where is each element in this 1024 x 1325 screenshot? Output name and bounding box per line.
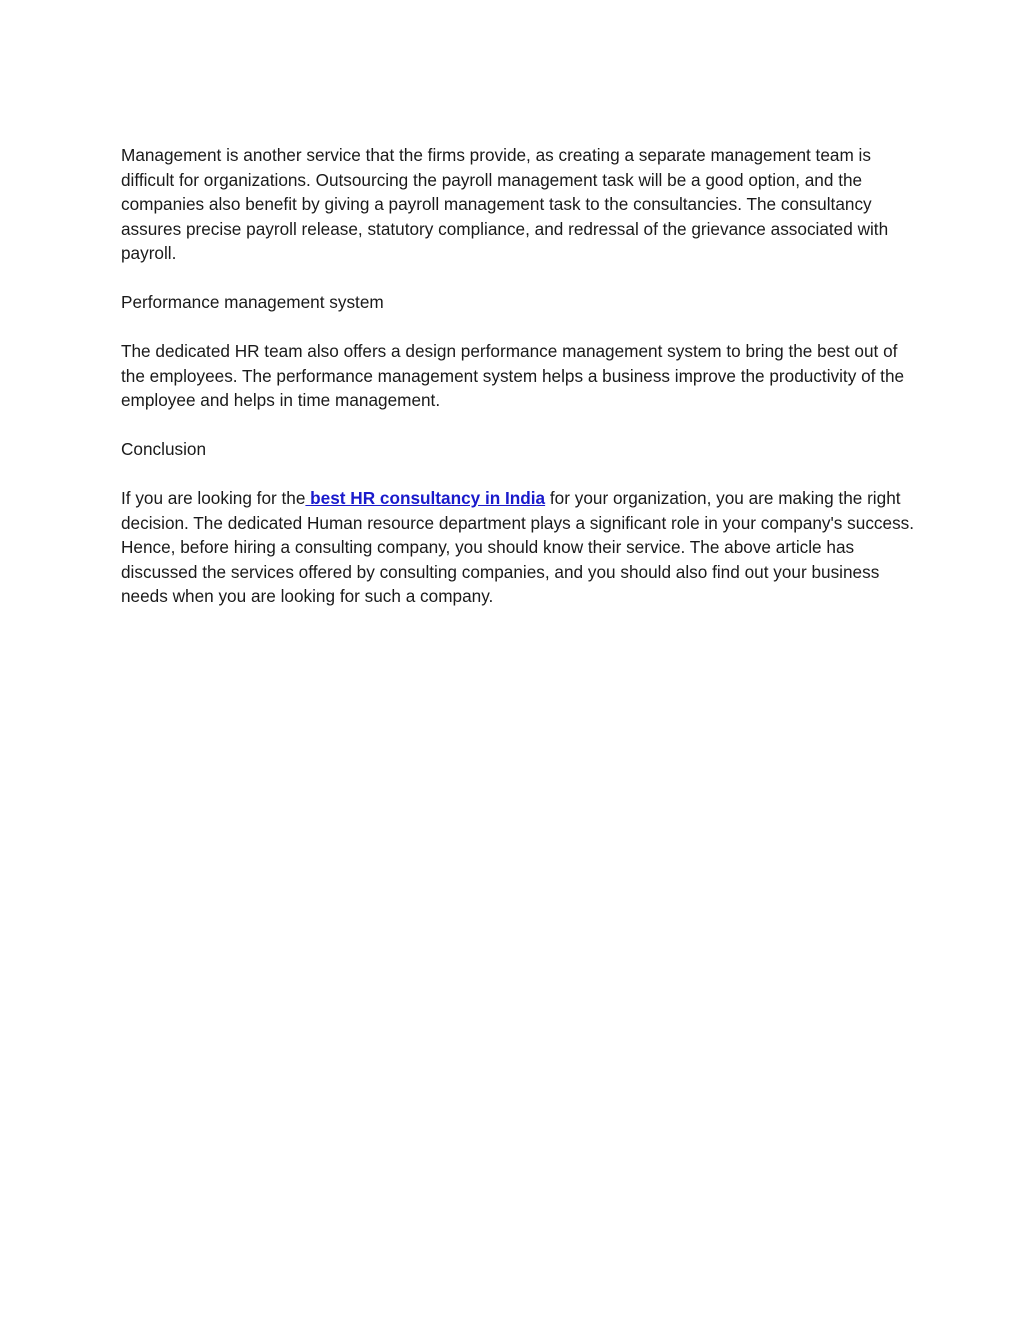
- paragraph-conclusion: [121, 486, 921, 609]
- heading-conclusion: Conclusion: [121, 439, 207, 459]
- document-body: [121, 143, 921, 633]
- conclusion-text-after-link: for your organization, you are making the right decision. The dedicated Human resource department plays a significant role in your company's success. Hence, before hiring a consulting company, you should know their service. The above article has discussed the services offered by consulting companies, and you should also find out your business needs when you are looking for such a company.: [121, 488, 915, 606]
- conclusion-text-before-link: If you are looking for the: [121, 488, 306, 508]
- heading-performance-management-system: Performance management system: [121, 292, 384, 312]
- hr-consultancy-link[interactable]: best HR consultancy in India: [305, 488, 546, 508]
- paragraph-performance: The dedicated HR team also offers a design performance management system to bring the best out of the employees. The performance management system helps a business improve the productivity of the employee and helps in time management.: [121, 341, 905, 410]
- paragraph-management: Management is another service that the firms provide, as creating a separate management team is difficult for organizations. Outsourcing the payroll management task will be a good option, and the companies also benefit by giving a payroll management task to the consultancies. The consultancy assures precise payroll release, statutory compliance, and redressal of the grievance associated with payroll.: [121, 145, 889, 263]
